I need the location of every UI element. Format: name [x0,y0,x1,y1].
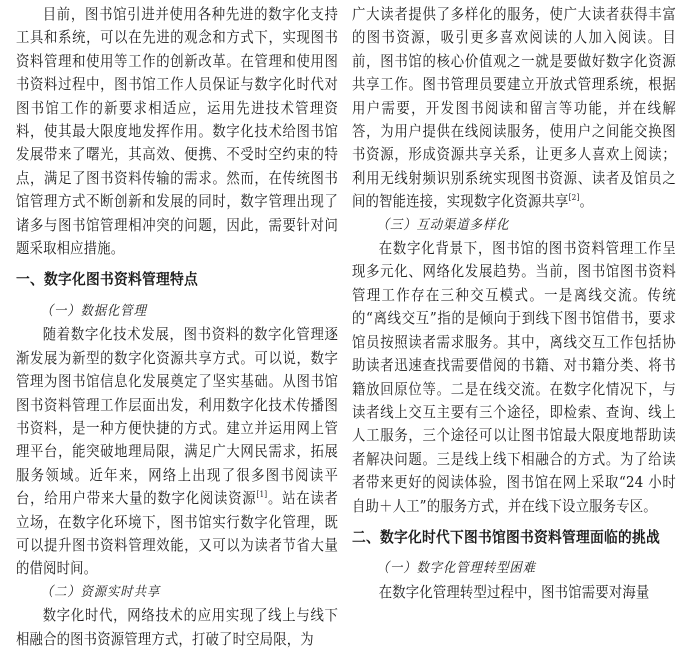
citation-marker: [1] [256,490,268,500]
subsection-heading: （二）资源实时共享 [40,583,161,600]
subsection-heading: （一）数字化管理转型困难 [376,560,536,577]
body-paragraph: 在数字化管理转型过程中，图书馆需要对海量 [378,583,650,601]
subsection-heading: （一）数据化管理 [40,302,147,319]
paragraph-text: 。 [579,193,594,211]
subsection-heading: （三）互动渠道多样化 [376,216,510,233]
body-paragraph [352,3,676,214]
paragraph-text: 广大读者提供了多样化的服务，使广大读者获得丰富的图书资源，吸引更多喜欢阅读的人加入阅读。目前，图书馆的核心价值观之一就是要做好数字化资源共享工作。图书管理员要建立开放式管理系统，根据用户需要，开发图书阅读和留言等功能，并在线解答，为用户提供在线阅读服务，使用户之间能交换图书资源，形成资源共享关系，让更多人喜欢上阅读；利用无线射频识别系统实现图书资源、读者及馆员之间的智能连接，实现数字化资源共享 [352,6,676,211]
paragraph-text: 。站在读者立场，在数字化环境下，图书馆实行数字化管理，既可以提升图书资料管理效能，又可以为读者节省大量的借阅时间。 [16,490,339,578]
section-heading: 二、数字化时代下图书馆图书资料管理面临的挑战 [352,527,660,546]
paragraph-text: 随着数字化技术发展，图书资料的数字化管理逐渐发展为新型的数字化资源共享方式。可以说，数字管理为图书馆信息化发展奠定了坚实基础。从图书馆图书资料管理工作层面出发，利用数字化技术传播图书资料，是一种方便快捷的方式。建立并运用网上管理平台，能突破地理局限，满足广大网民需求，拓展服务领域。近年来，网络上出现了很多图书阅读平台，给用户带来大量的数字化阅读资源 [16,326,339,508]
body-paragraph: 在数字化背景下，图书馆的图书资料管理工作呈现多元化、网络化发展趋势。当前，图书馆图书资料管理工作存在三种交互模式。一是离线交流。传统的“离线交互”指的是倾向于到线下图书馆借书，要求馆员按照读者需求服务。其中，离线交互工作包括协助读者迅速查找需要借阅的书籍、对书籍分类、将书籍放回原位等。二是在线交流。在数字化情况下，与读者线上交互主要有三个途径，即检索、查询、线上人工服务，三个途径可以让图书馆最大限度地帮助读者解决问题。三是线上线下相融合的方式。为了给读者带来更好的阅读体验，图书馆在网上采取“24 小时自助＋人工”的服务方式，并在线下设立服务专区。 [352,240,676,515]
citation-marker: [2] [568,193,580,203]
left-column [16,3,338,651]
body-paragraph [16,323,338,580]
section-heading: 一、数字化图书资料管理特点 [16,270,198,289]
body-paragraph: 目前，图书馆引进并使用各种先进的数字化支持工具和系统，可以在先进的观念和方式下，实现图书资料管理和使用等工作的创新改革。在管理和使用图书资料过程中，图书馆工作人员保证与数字化时代对图书馆工作的新要求相适应，运用先进技术管理资料，使其最大限度地发挥作用。数字化技术给图书馆发展带来了曙光，其高效、便携、不受时空约束的特点，满足了图书资料传输的需求。然而，在传统图书馆管理方式不断创新和发展的同时，数字管理出现了诸多与图书馆管理相冲突的问题，因此，需要针对问题采取相应措施。 [16,6,339,258]
body-paragraph: 数字化时代，网络技术的应用实现了线上与线下相融合的图书资源管理方式，打破了时空局限，为 [16,607,339,648]
right-column [352,3,676,604]
